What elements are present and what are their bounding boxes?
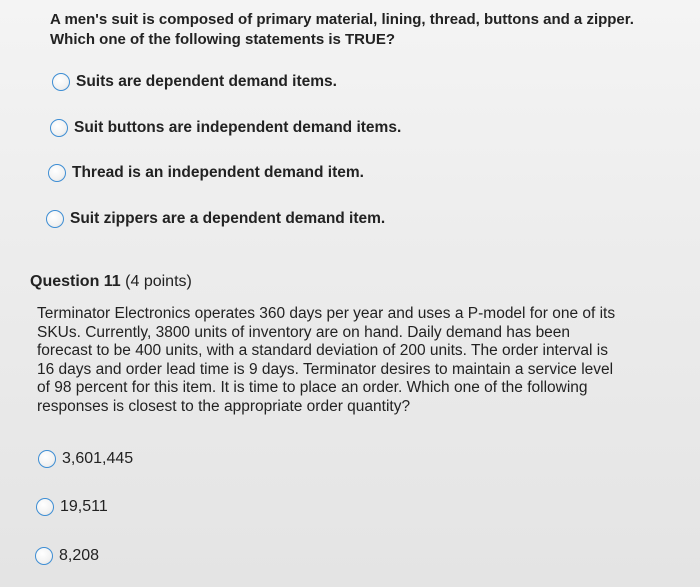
option-label: Suits are dependent demand items. [76, 73, 337, 90]
radio-button[interactable] [48, 164, 66, 182]
answer-option-19511[interactable] [36, 498, 108, 516]
question-10-prompt [50, 10, 670, 50]
answer-option-3601445[interactable] [38, 450, 133, 468]
option-label: Suit zippers are a dependent demand item. [70, 210, 386, 227]
answer-option-8208[interactable] [35, 547, 99, 565]
option-label: Suit buttons are independent demand items. [74, 119, 402, 136]
question-body-line: of 98 percent for this item. It is time to place an order. Which one of the following [37, 379, 588, 396]
question-body-line: SKUs. Currently, 3800 units of inventory are on hand. Daily demand has been [37, 323, 571, 341]
answer-option-buttons-independent[interactable] [50, 119, 401, 137]
answer-option-suits-dependent[interactable] [52, 73, 337, 91]
radio-button[interactable] [38, 450, 56, 468]
option-label: 3,601,445 [62, 450, 134, 467]
radio-button[interactable] [52, 73, 70, 91]
option-label: Thread is an independent demand item. [72, 164, 364, 181]
answer-option-thread-independent[interactable] [48, 164, 364, 182]
radio-button[interactable] [50, 119, 68, 137]
question-11-body [37, 305, 677, 416]
answer-option-zippers-dependent[interactable] [46, 210, 385, 228]
question-11-header [30, 273, 192, 291]
radio-button[interactable] [35, 547, 53, 565]
question-prompt-line: A men's suit is composed of primary material, lining, thread, buttons and a zipper. [50, 11, 634, 28]
question-title: Question 11 [30, 273, 121, 290]
question-body-line: Terminator Electronics operates 360 days per year and uses a P-model for one of its [37, 305, 616, 322]
question-body-line: 16 days and order lead time is 9 days. Terminator desires to maintain a service level [37, 360, 614, 378]
question-points: (4 points) [120, 273, 192, 290]
question-body-line: forecast to be 400 units, with a standard deviation of 200 units. The order interval is [37, 342, 608, 359]
question-prompt-line: Which one of the following statements is TRUE? [50, 31, 396, 48]
option-label: 8,208 [59, 547, 100, 564]
radio-button[interactable] [36, 498, 54, 516]
option-label: 19,511 [60, 498, 108, 515]
radio-button[interactable] [46, 210, 64, 228]
question-body-line: responses is closest to the appropriate order quantity? [37, 397, 411, 415]
